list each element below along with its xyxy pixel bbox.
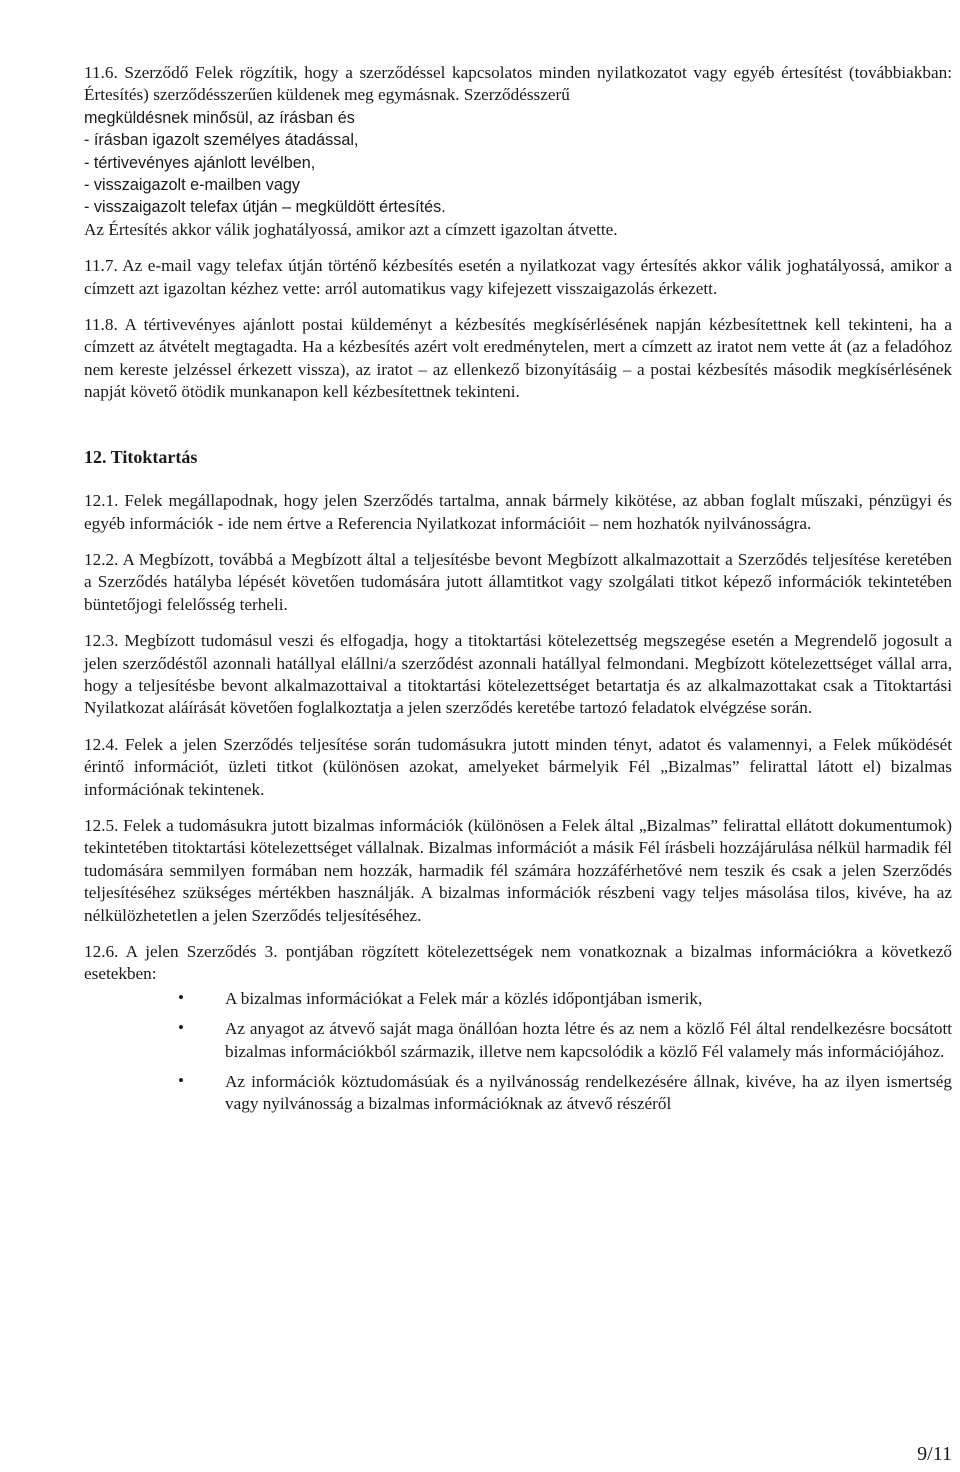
section-11-6 xyxy=(84,62,952,241)
section-12-6 xyxy=(84,941,952,1116)
paragraph-11-6-intro: 11.6. Szerződő Felek rögzítik, hogy a szerződéssel kapcsolatos minden nyilatkozatot vagy egyéb értesítést (továbbiakban: Értesítés) szerződésszerűen küldenek meg egymásnak. Szerződésszerű xyxy=(84,63,952,105)
paragraph-12-5: 12.5. Felek a tudomásukra jutott bizalmas információk (különösen a Felek által „Bizalmas” felirattal ellátott dokumentumok) tekintetében titoktartási kötelezettséget vállalnak. Bizalmas információt a másik Fél írásbeli hozzájárulása nélkül harmadik fél tudomására semmilyen formában nem hozzák, harmadik fél számára hozzáférhetővé nem teszik és csak a jelen Szerződés teljesítéséhez szükséges mértékben használják. A bizalmas információk részbeni vagy teljes másolása tilos, kivéve, ha az nélkülözhetetlen a jelen Szerződés teljesítéséhez. xyxy=(84,815,952,925)
list-item xyxy=(84,1018,952,1063)
section-11-8 xyxy=(84,314,952,404)
paragraph-12-6: 12.6. A jelen Szerződés 3. pontjában rögzített kötelezettségek nem vonatkoznak a bizalmas információkra a következő esetekben: xyxy=(84,942,952,984)
paragraph-11-7: 11.7. Az e-mail vagy telefax útján történő kézbesítés esetén a nyilatkozat vagy értesítés akkor válik joghatályossá, amikor a címzett azt igazoltan kézhez vette: arról automatikus vagy kifejezett visszaigazolás érkezett. xyxy=(84,256,952,298)
list-item-text: A bizalmas információkat a Felek már a közlés időpontjában ismerik, xyxy=(225,988,703,1008)
paragraph-12-2: 12.2. A Megbízott, továbbá a Megbízott által a teljesítésbe bevont Megbízott alkalmazottait a Szerződés teljesítése keretében a Szerződés hatályba lépését követően tudomására jutott államtitkot vagy szolgálati titkot képező információk tekintetében büntetőjogi felelősség terheli. xyxy=(84,549,952,614)
section-12-3 xyxy=(84,630,952,720)
paragraph-11-6-line-5: - visszaigazolt telefax útján – megküldött értesítés. xyxy=(84,198,446,217)
paragraph-11-8: 11.8. A tértivevényes ajánlott postai küldeményt a kézbesítés megkísérlésének napján kézbesítettnek kell tekinteni, ha a címzett az átvételt megtagadta. Ha a kézbesítés azért volt eredménytelen, mert a címzett az iratot nem vette át (az a feladóhoz nem kereste jelzéssel érkezett vissza), az iratot – az ellenkező bizonyításáig – a postai kézbesítés második megkísérlésének napját követő ötödik munkanapon kell kézbesítettnek tekinteni. xyxy=(84,315,952,402)
bullet-icon: • xyxy=(178,987,184,1007)
exception-list xyxy=(84,988,952,1116)
paragraph-12-3: 12.3. Megbízott tudomásul veszi és elfogadja, hogy a titoktartási kötelezettség megszegése esetén a Megrendelő jogosult a jelen szerződéstől azonnali hatállyal elállni/a szerződést azonnali hatállyal felmondani. Megbízott kötelezettséget vállal arra, hogy a teljesítésbe bevont alkalmazottaival a titoktartási kötelezettséget betartatja és az alkalmazottakat csak a Titoktartási Nyilatkozat aláírását követően foglalkoztatja a jelen szerződés keretébe tartozó feladatok elvégzése során. xyxy=(84,631,952,718)
paragraph-11-6-line-3: - tértivevényes ajánlott levélben, xyxy=(84,153,316,172)
paragraph-11-6-line-4: - visszaigazolt e-mailben vagy xyxy=(84,176,300,195)
document-page xyxy=(84,62,952,1124)
section-12-2 xyxy=(84,549,952,616)
list-item xyxy=(84,1071,952,1116)
list-item-text: Az anyagot az átvevő saját maga önállóan hozta létre és az nem a közlő Fél által rendelkezésre bocsátott bizalmas információkból származik, illetve nem kapcsolódik a közlő Fél valamely más információjához. xyxy=(225,1019,952,1061)
section-12-4 xyxy=(84,734,952,801)
paragraph-12-1: 12.1. Felek megállapodnak, hogy jelen Szerződés tartalma, annak bármely kikötése, az abban foglalt műszaki, pénzügyi és egyéb információk - ide nem értve a Referencia Nyilatkozat információit – nem hozhatók nyilvánosságra. xyxy=(84,491,952,533)
bullet-icon: • xyxy=(178,1018,184,1038)
paragraph-11-6-line-2: - írásban igazolt személyes átadással, xyxy=(84,131,359,150)
section-12-1 xyxy=(84,490,952,535)
paragraph-11-6-closing: Az Értesítés akkor válik joghatályossá, amikor azt a címzett igazoltan átvette. xyxy=(84,219,618,239)
paragraph-11-6-line-1: megküldésnek minősül, az írásban és xyxy=(84,108,355,127)
list-item-text: Az információk köztudomásúak és a nyilvánosság rendelkezésére állnak, kivéve, ha az ilyen ismertség vagy nyilvánosság a bizalmas információknak az átvevő részéről xyxy=(225,1072,952,1114)
page-number: 9/11 xyxy=(917,1443,952,1465)
list-item xyxy=(84,988,952,1010)
section-11-7 xyxy=(84,255,952,300)
section-heading-12: 12. Titoktartás xyxy=(84,446,198,467)
section-12-5 xyxy=(84,815,952,927)
paragraph-12-4: 12.4. Felek a jelen Szerződés teljesítése során tudomásukra jutott minden tényt, adatot és valamennyi, a Felek működését érintő információt, üzleti titkot (különösen azokat, amelyeket bármelyik Fél „Bizalmas” felirattal látott el) bizalmas információnak tekintenek. xyxy=(84,734,952,799)
bullet-icon: • xyxy=(178,1071,184,1091)
